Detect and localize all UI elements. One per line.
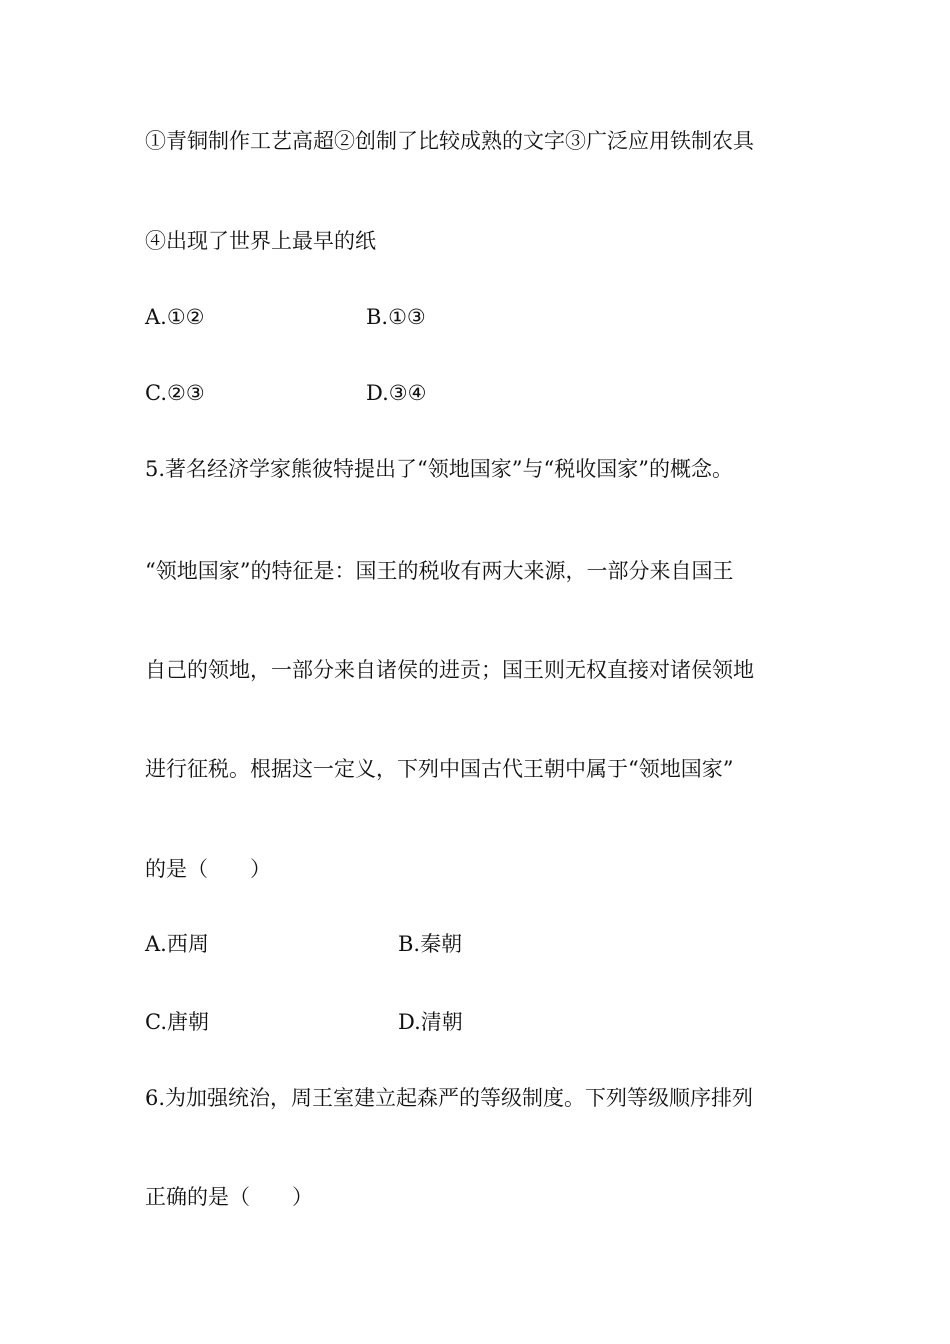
q5-question-line-5: 的是（ ） (145, 857, 271, 881)
q5-question-line-3: 自己的领地，一部分来自诸侯的进贡；国王则无权直接对诸侯领地 (145, 658, 754, 682)
q4-option-b: B.①③ (366, 305, 426, 329)
q5-question-line-2: “领地国家”的特征是：国王的税收有两大来源，一部分来自国王 (145, 559, 734, 583)
q5-question-line-4: 进行征税。根据这一定义，下列中国古代王朝中属于“领地国家” (145, 757, 734, 781)
q4-option-a: A.①② (145, 305, 205, 329)
q4-statement-line-1: ①青铜制作工艺高超②创制了比较成熟的文字③广泛应用铁制农具 (145, 129, 754, 153)
q4-option-c: C.②③ (145, 381, 205, 405)
q4-option-d: D.③④ (366, 381, 427, 405)
q5-option-c: C.唐朝 (145, 1010, 209, 1034)
q6-question-line-2: 正确的是（ ） (145, 1185, 313, 1209)
q5-option-d: D.清朝 (398, 1010, 463, 1034)
q4-statement-line-2: ④出现了世界上最早的纸 (145, 229, 376, 253)
q5-option-b: B.秦朝 (398, 932, 463, 956)
q5-question-line-1: 5.著名经济学家熊彼特提出了“领地国家”与“税收国家”的概念。 (145, 457, 733, 481)
q5-option-a: A.西周 (145, 932, 209, 956)
q6-question-line-1: 6.为加强统治，周王室建立起森严的等级制度。下列等级顺序排列 (145, 1086, 754, 1110)
